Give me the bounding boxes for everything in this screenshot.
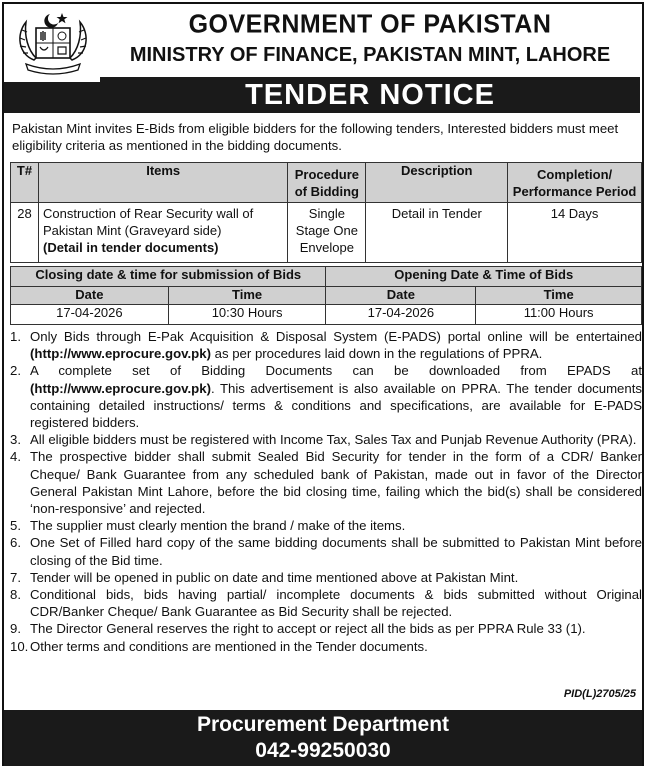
closing-header: Closing date & time for submission of Bids: [11, 267, 326, 287]
item-cell: [38, 203, 287, 263]
tender-table: [10, 162, 642, 263]
term-text: [30, 362, 642, 431]
procedure-cell: Single Stage One Envelope: [288, 203, 366, 263]
opening-time: 11:00 Hours: [476, 305, 642, 325]
term-number: 7.: [10, 569, 21, 585]
term-text: Other terms and conditions are mentioned in the Tender documents.: [30, 638, 428, 654]
list-item: [10, 517, 642, 534]
term-text: One Set of Filled hard copy of the same bidding documents shall be submitted to Pakistan Mint before closing of the Bid time.: [30, 535, 642, 568]
description-cell: Detail in Tender: [366, 203, 508, 263]
state-emblem-icon: [12, 10, 94, 76]
closing-date-label: Date: [11, 287, 169, 305]
table-row: [11, 203, 642, 263]
term-text-part: . This advertisement is also available on PPRA. The tender documents containing detailed instructions/ terms & conditions and specifications, are available for E-PADS registered bidders.: [30, 380, 642, 431]
term-text: [30, 328, 642, 362]
opening-date-label: Date: [326, 287, 476, 305]
term-text: Tender will be opened in public on date and time mentioned above at Pakistan Mint.: [30, 569, 519, 585]
opening-time-label: Time: [476, 287, 642, 305]
list-item: [10, 586, 642, 620]
footer: [4, 710, 642, 766]
term-number: 9.: [10, 621, 21, 637]
terms-list: [10, 328, 642, 655]
term-number: 6.: [10, 535, 21, 551]
list-item: [10, 362, 642, 431]
term-text-part: A complete set of Bidding Documents can be downloaded from EPADS at: [30, 363, 642, 379]
intro-paragraph: Pakistan Mint invites E-Bids from eligible bidders for the following tenders, Interested bidders must meet eligibility criteria as mentioned in the bidding documents.: [12, 121, 619, 153]
term-text-part: Only Bids through E-Pak Acquisition & Disposal System (E-PADS) portal online will be entertained: [30, 329, 642, 344]
period-cell: 14 Days: [508, 203, 642, 263]
header: [4, 4, 642, 82]
schedule-table: [10, 266, 642, 325]
col-header-period: [508, 163, 642, 203]
procedure-header-line2: of Bidding: [294, 184, 359, 199]
government-title: GOVERNMENT OF PAKISTAN: [188, 9, 552, 39]
list-item: [10, 448, 642, 517]
term-text-part: as per procedures laid down in the regulations of PPRA.: [210, 346, 543, 362]
term-number: 8.: [10, 587, 21, 603]
eprocure-link[interactable]: (http://www.eprocure.gov.pk): [30, 346, 211, 362]
procedure-header-line1: Procedure: [294, 167, 360, 182]
opening-date: 17-04-2026: [326, 305, 476, 325]
phone-number: 042-99250030: [255, 739, 391, 762]
term-text: Conditional bids, bids having partial/ incomplete documents & bids submitted without Original CDR/Banker Cheque/ Bank Guarantee as Bid Security shall be rejected.: [30, 587, 642, 620]
item-detail-note: (Detail in tender documents): [42, 240, 219, 255]
period-header-line1: Completion/: [537, 167, 613, 182]
ministry-title: MINISTRY OF FINANCE, PAKISTAN MINT, LAHORE: [129, 44, 611, 66]
title-bar-left: [4, 82, 100, 113]
pid-code: PID(L)2705/25: [563, 688, 636, 700]
term-number: 3.: [10, 432, 21, 448]
col-header-procedure: [288, 163, 366, 203]
eprocure-link[interactable]: (http://www.eprocure.gov.pk): [30, 380, 211, 396]
department-name: Procurement Department: [196, 713, 450, 736]
opening-header: Opening Date & Time of Bids: [326, 267, 642, 287]
item-text: Construction of Rear Security wall of Pakistan Mint (Graveyard side): [42, 206, 254, 238]
list-item: [10, 534, 642, 568]
col-header-t: T#: [11, 163, 39, 203]
term-number: 5.: [10, 518, 21, 534]
closing-time-label: Time: [168, 287, 326, 305]
list-item: [10, 328, 642, 362]
tender-number: 28: [11, 203, 39, 263]
list-item: [10, 638, 642, 655]
term-text: The Director General reserves the right to accept or reject all the bids as per PPRA Rule 33 (1).: [30, 621, 586, 637]
period-header-line2: Performance Period: [512, 184, 637, 199]
list-item: [10, 569, 642, 586]
col-header-description: Description: [366, 163, 508, 203]
notice-title: TENDER NOTICE: [100, 77, 640, 113]
list-item: [10, 431, 642, 448]
tender-notice-page: [2, 2, 644, 766]
term-text: The supplier must clearly mention the brand / make of the items.: [30, 518, 406, 534]
term-number: 1.: [10, 329, 21, 344]
list-item: [10, 620, 642, 637]
closing-time: 10:30 Hours: [168, 305, 326, 325]
term-text: The prospective bidder shall submit Sealed Bid Security for tender in the form of a CDR/ Banker Cheque/ Bank Guarantee from any scheduled bank of Pakistan, made out in favor of the Director General Pakistan Mint Lahore, before the bid closing time, failing which the bid(s) shall be considered ‘non-responsive’ and rejected.: [30, 449, 642, 517]
term-number: 4.: [10, 449, 21, 465]
term-number: 2.: [10, 363, 21, 379]
term-number: 10.: [10, 638, 29, 654]
term-text: All eligible bidders must be registered with Income Tax, Sales Tax and Punjab Revenue Authority (PRA).: [30, 432, 637, 448]
closing-date: 17-04-2026: [11, 305, 169, 325]
col-header-items: Items: [38, 163, 287, 203]
